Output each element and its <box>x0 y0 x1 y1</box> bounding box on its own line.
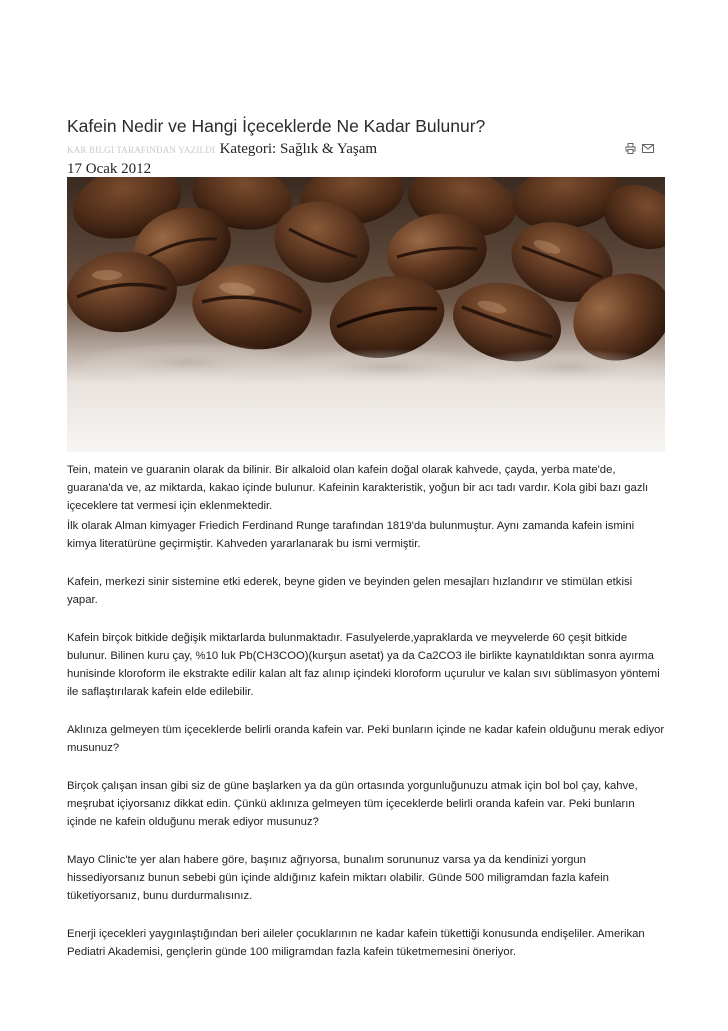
article-tools <box>625 141 653 152</box>
article-paragraph: Aklınıza gelmeyen tüm içeceklerde belirli oranda kafein var. Peki bunların içinde ne kadar kafein olduğunu merak ediyor musunuz? <box>67 724 665 754</box>
article-meta <box>67 140 377 158</box>
article-paragraph: Mayo Clinic'te yer alan habere göre, başınız ağrıyorsa, bunalım sorununuz varsa ya da kendinizi yorgun hissediyorsanız bunun sebebi gün içinde aldığınız kafein miktarı olabilir. Günde 500 miligramdan fazla kafein tüketiyorsanız, bunu durdurmalısınız. <box>67 854 609 902</box>
article-body <box>67 461 665 961</box>
article-paragraph: Birçok çalışan insan gibi siz de güne başlarken ya da gün ortasında yorgunluğunuzu atmak için bol bol çay, kahve, meşrubat içiyorsanız dikkat edin. Çünkü aklınıza gelmeyen tüm içeceklerde belirli oranda kafein var. Peki bunların içinde ne kafein olduğunu merak ediyor musunuz? <box>67 780 638 828</box>
article-title: Kafein Nedir ve Hangi İçeceklerde Ne Kadar Bulunur? <box>67 116 486 136</box>
envelope-icon[interactable] <box>642 141 653 152</box>
article-date: 17 Ocak 2012 <box>67 161 152 177</box>
coffee-beans-photo <box>67 177 665 452</box>
article-paragraph: Kafein birçok bitkide değişik miktarlarda bulunmaktadır. Fasulyelerde,yapraklarda ve meyvelerde 60 çeşit bitkide bulunur. Bilinen kuru çay, %10 luk Pb(CH3COO)(kurşun asetat) ya da Ca2CO3 ile birlikte kaynatıldıktan sonra ayırma hunisinde kloroform ile ekstrakte edilir kalan alt faz alınıp içindeki kloroform uçurulur ve kalan sıvı süblimasyon yöntemi ile saflaştırılarak kafein elde edilebilir. <box>67 632 660 698</box>
article-paragraph: İlk olarak Alman kimyager Friedich Ferdinand Runge tarafından 1819'da bulunmuştur. Aynı zamanda kafein ismini kimya literatürüne geçirmiştir. Kahveden yararlanarak bu ismi vermiştir. <box>67 520 635 550</box>
article-paragraph: Tein, matein ve guaranin olarak da bilinir. Bir alkaloid olan kafein doğal olarak kahvede, çayda, yerba mate'de, guarana'da ve, az miktarda, kakao içinde bulunur. Kafeinin karakteristik, yoğun bir acı tadı vardır. Kola gibi bazı gazlı içeceklere tat vermesi için eklenmektedir. <box>67 464 649 512</box>
author-byline: KAR BILGI TARAFINDAN YAZILDI <box>67 145 216 155</box>
article-paragraph: Enerji içecekleri yaygınlaştığından beri aileler çocuklarının ne kadar kafein tükettiği konusunda endişeliler. Amerikan Pediatri Akademisi, gençlerin günde 100 miligramdan fazla kafein tüketmemesini öneriyor. <box>67 928 645 958</box>
article-category[interactable]: Kategori: Sağlık & Yaşam <box>219 141 378 157</box>
printer-icon[interactable] <box>625 141 636 152</box>
article-paragraph: Kafein, merkezi sinir sistemine etki ederek, beyne giden ve beyinden gelen mesajları hızlandırır ve stimülan etkisi yapar. <box>67 576 633 606</box>
